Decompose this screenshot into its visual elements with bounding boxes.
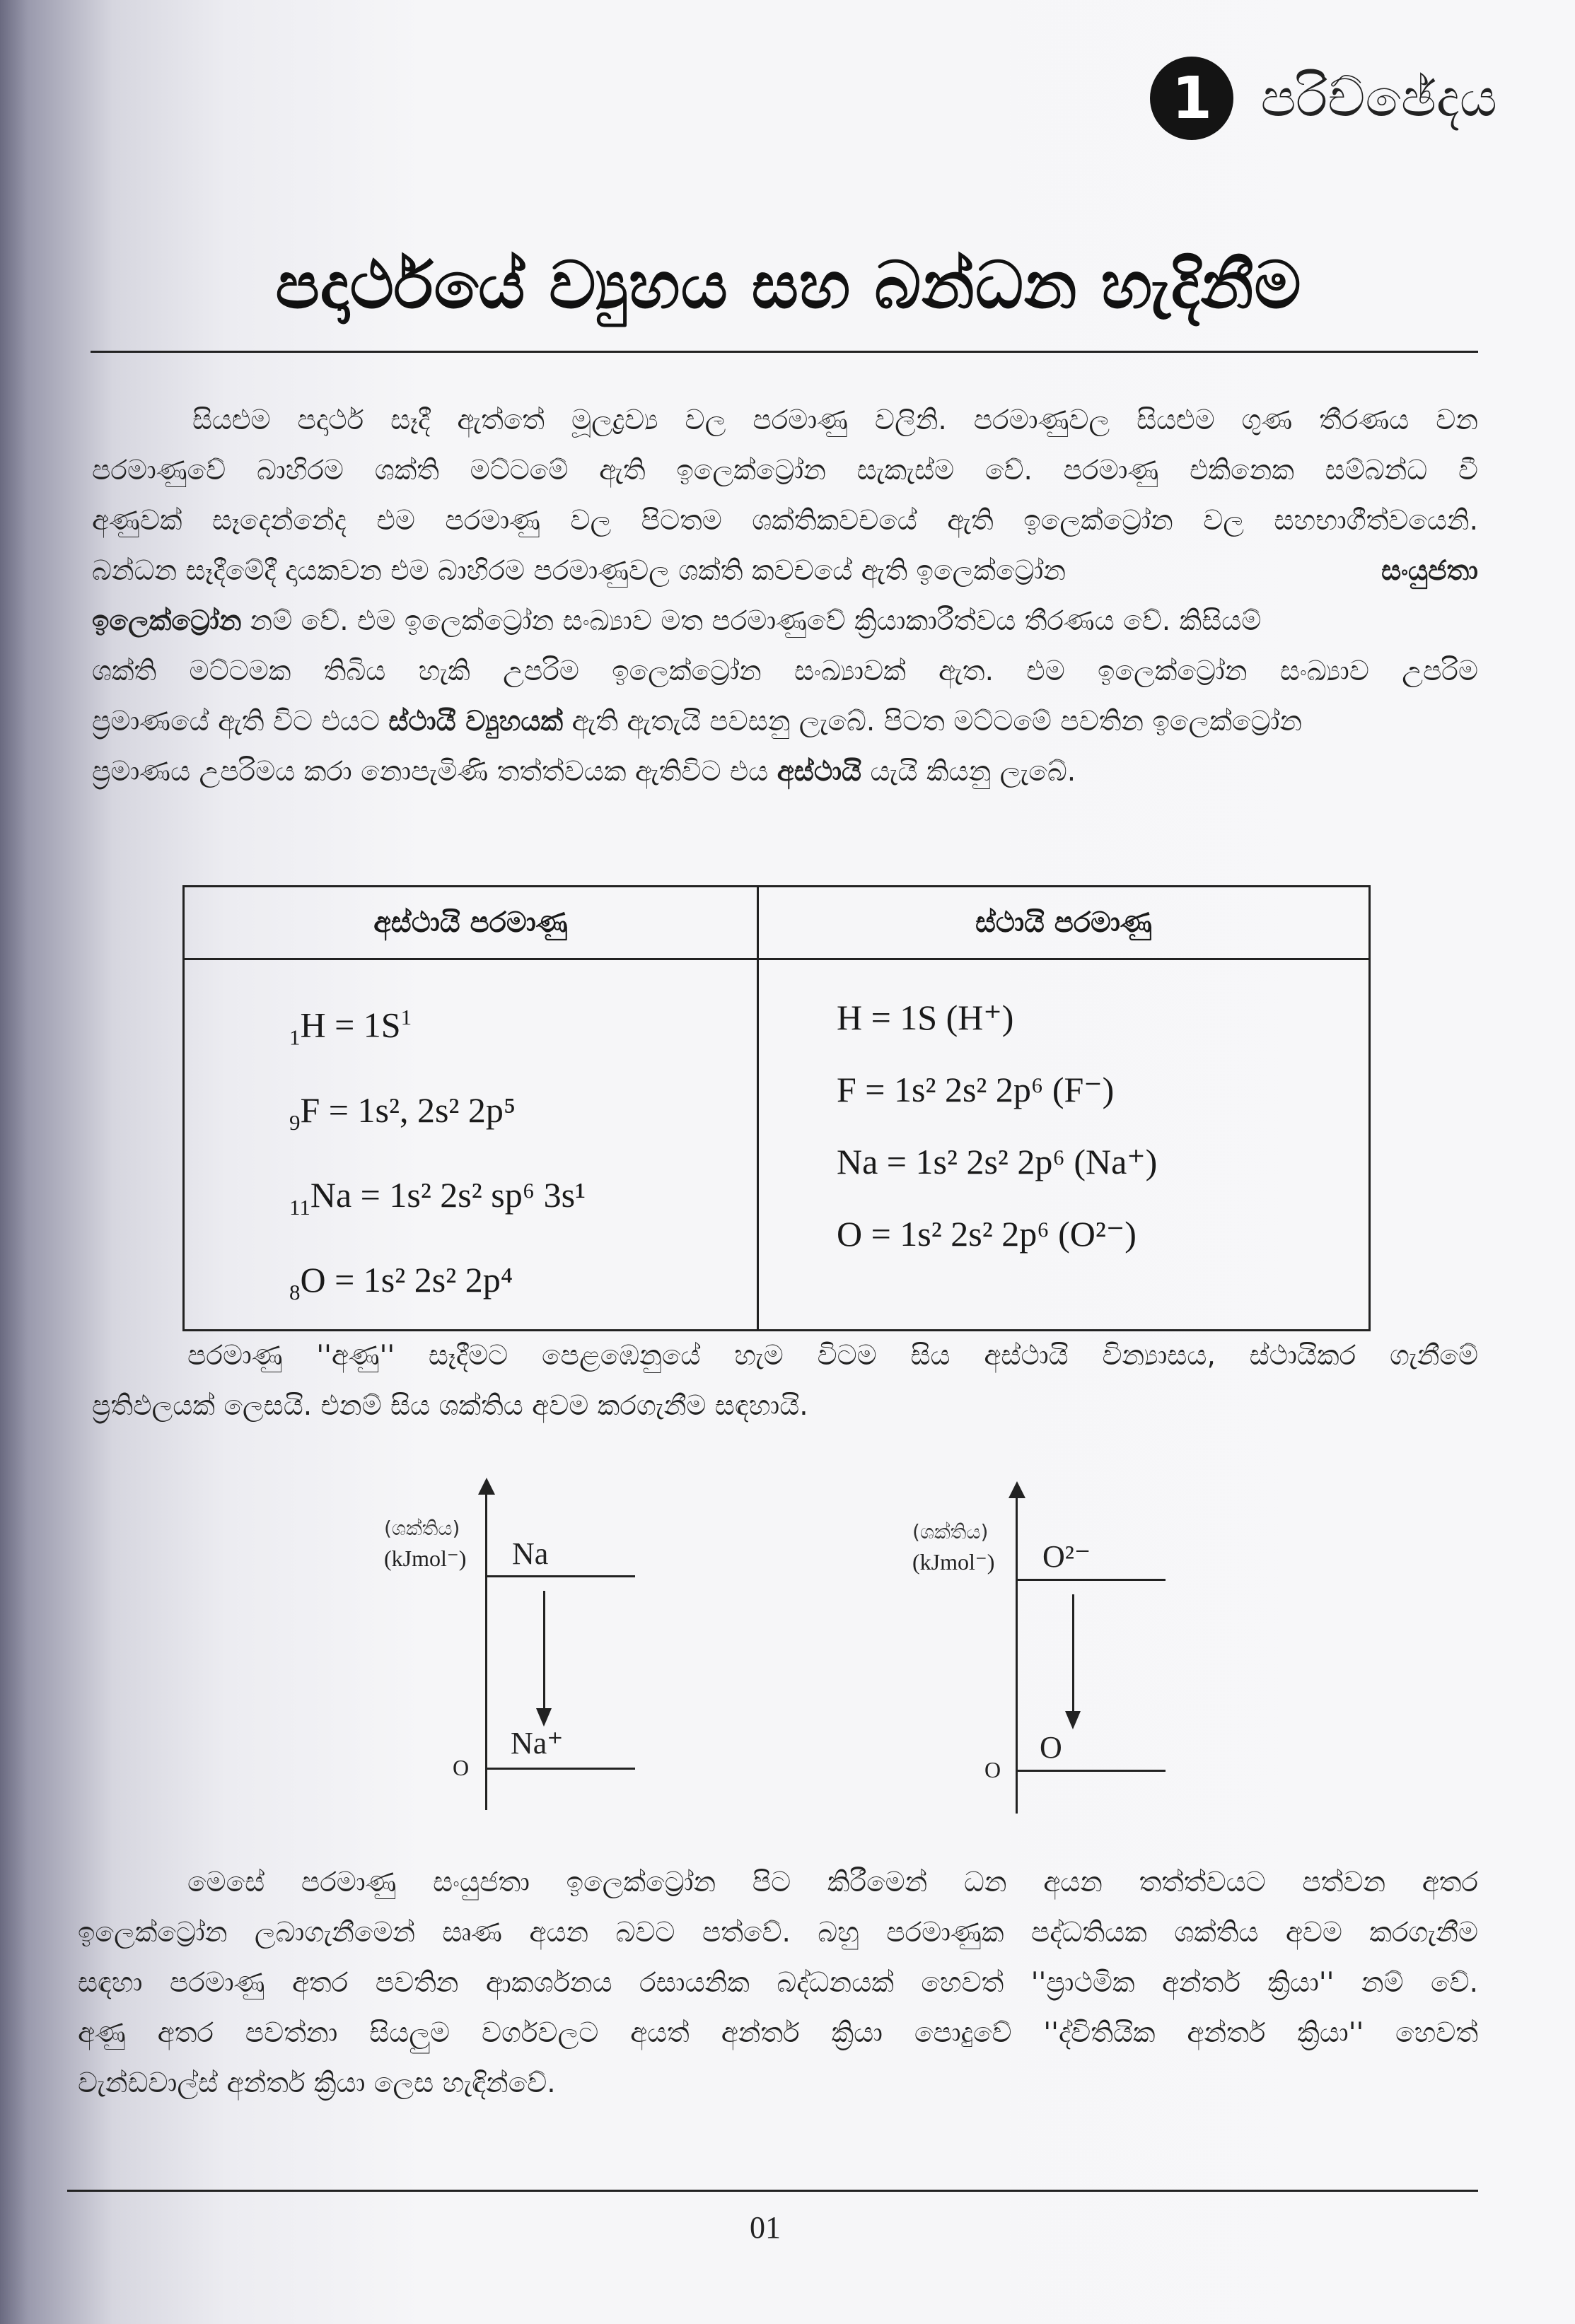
level-label-oxide-ion: O²⁻ [1042, 1539, 1091, 1574]
intro-text: ප්‍රමාණය උපරිමය කරා නොපැමිණි තත්ත්වයක ඇතිවිට එය [92, 756, 769, 788]
intro-line: අණුවක් සෑදෙන්නේද එම පරමාණු වල පිටතම ශක්තිකවචයේ ඇති ඉලෙක්ට්‍රෝන වල සහභාගීත්වයෙනි. [92, 505, 1478, 537]
chapter-number-badge: 1 [1150, 57, 1233, 140]
stable-configs-cell [758, 959, 1370, 1331]
para2-line: පරමාණු ''අණු'' සෑදීමට පෙළඹෙනුයේ හැම විටම සිය අස්ථායි වින්‍යාසය, ස්ථායිකර ගැනීමේ [187, 1340, 1478, 1372]
transition-arrow-shaft [543, 1591, 545, 1711]
intro-line [92, 605, 1478, 637]
origin-label: O [453, 1755, 470, 1780]
header-stable-atoms: ස්ථායි පරමාණු [758, 887, 1370, 959]
stable-hydrogen: H = 1S (H⁺) [837, 998, 1014, 1037]
transition-arrow-head [536, 1708, 552, 1727]
intro-text: බන්ධන සෑදීමේදී දායකවන එම බාහිරම පරමාණුවල ශක්ති කවචයේ ඇති ඉලෙක්ට්‍රෝන [92, 555, 1067, 587]
config-fluorine: $_9$F = 1s², 2s² 2p⁵ [289, 1090, 516, 1135]
intro-text: ප්‍රමාණයේ ඇති විට එයට [92, 706, 380, 737]
stable-fluorine: F = 1s² 2s² 2p⁶ (F⁻) [837, 1070, 1115, 1109]
y-axis-label-unit: (kJmol⁻) [912, 1549, 995, 1575]
level-line-top [1017, 1579, 1166, 1581]
y-axis-label-energy: (ශක්තිය) [912, 1520, 989, 1543]
bold-term-electrons: ඉලෙක්ට්‍රෝන [92, 605, 242, 637]
y-axis-label-energy: (ශක්තිය) [384, 1517, 460, 1540]
intro-line [92, 555, 1478, 587]
level-label-na-ion: Na⁺ [511, 1726, 564, 1760]
transition-arrow-shaft [1072, 1594, 1074, 1713]
para3-line: අණු අතර පවත්නා සියලුම වර්ගවලට අයත් අන්තර් ක්‍රියා පොදුවේ ''ද්විතියික අන්තර් ක්‍රියා'' හෙවත් [78, 2017, 1478, 2049]
bold-term-valence: සංයුජතා [1381, 555, 1478, 587]
intro-text: නම් වේ. එම ඉලෙක්ට්‍රෝන සංඛ්‍යාව මත පරමාණුවේ ක්‍රියාකාරීත්වය තීරණය වේ. කිසියම් [250, 605, 1262, 637]
y-axis-label-unit: (kJmol⁻) [384, 1546, 467, 1571]
para2-line: ප්‍රතිඵලයක් ලෙසයි. එනම් සිය ශක්තිය අවම කරගැනීම සඳහායි. [92, 1390, 808, 1422]
level-line-bottom [1017, 1770, 1166, 1772]
para3-line: වැන්ඩවාල්ස් අන්තර් ක්‍රියා ලෙස හැඳින්වේ. [78, 2067, 556, 2099]
level-line-top [487, 1575, 635, 1577]
config-hydrogen: $_1H = 1S^1$ [289, 1005, 412, 1050]
table-row [184, 959, 1370, 1331]
intro-text: යැයි කියනු ලැබේ. [870, 756, 1076, 788]
origin-label: O [984, 1757, 1001, 1782]
stable-oxygen: O = 1s² 2s² 2p⁶ (O²⁻) [837, 1214, 1137, 1254]
para3-line: ඉලෙක්ට්‍රෝන ලබාගැනීමෙන් සෘණ අයන බවට පත්වේ. බහු පරමාණුක පද්ධතියක ශක්තිය අවම කරගැනීම [78, 1917, 1478, 1949]
page-title: පදාර්ථයේ ව්‍යුහය සහ බන්ධන හැදිනීම [275, 247, 1302, 323]
level-label-na: Na [512, 1536, 549, 1571]
stable-sodium: Na = 1s² 2s² 2p⁶ (Na⁺) [837, 1142, 1158, 1181]
intro-line: ශක්ති මට්ටමක තිබිය හැකි උපරිම ඉලෙක්ට්‍රෝන සංඛ්‍යාවක් ඇත. එම ඉලෙක්ට්‍රෝන සංඛ්‍යාව උපරිම [92, 655, 1478, 687]
header-unstable-atoms: අස්ථායි පරමාණු [184, 887, 758, 959]
intro-line [92, 756, 1478, 788]
para3-line: සඳහා පරමාණු අතර පවතින ආකර්ශනය රසායනික බද්ධනයක් හෙවත් ''ප්‍රාථමික අන්තර් ක්‍රියා'' නම් වේ. [78, 1967, 1478, 1999]
intro-line [92, 706, 1478, 737]
y-axis [485, 1488, 487, 1810]
para3-line: මෙසේ පරමාණු සංයුජතා ඉලෙක්ට්‍රෝන පිට කිරීමෙන් ධන අයන තත්ත්වයට පත්වන අතර [187, 1867, 1478, 1898]
footer-divider [67, 2190, 1478, 2192]
chapter-header [1150, 57, 1497, 140]
title-divider [91, 351, 1478, 353]
bold-term-stable: ස්ථායී ව්‍යුහයක් [388, 706, 564, 737]
transition-arrow-head [1065, 1711, 1081, 1729]
unstable-configs-cell [184, 959, 758, 1331]
bold-term-unstable: අස්ථායි [777, 756, 862, 788]
config-sodium: $_{11}$Na = 1s² 2s² sp⁶ 3s¹ [289, 1174, 586, 1220]
page-number: 01 [750, 2210, 781, 2245]
table-header-row [184, 887, 1370, 959]
intro-line: සියළුම පදාර්ථ සෑදී ඇත්තේ මූලද්‍රව්‍ය වල පරමාණු වලිනි. පරමාණුවල සියළුම ගුණ තීරණය වන [192, 404, 1478, 436]
intro-text: ඇති ඇතැයි පවසනු ලැබේ. පිටත මට්ටමේ පවතින ඉලෙක්ට්‍රෝන [571, 706, 1302, 737]
chapter-label: පරිච්ඡේදය [1260, 67, 1497, 129]
config-oxygen: $_8$O = 1s² 2s² 2p⁴ [289, 1259, 513, 1304]
level-label-o: O [1040, 1730, 1062, 1765]
atom-configuration-table [182, 885, 1371, 1331]
y-axis [1016, 1492, 1018, 1814]
level-line-bottom [487, 1768, 635, 1770]
intro-line: පරමාණුවේ බාහිරම ශක්ති මට්ටමේ ඇති ඉලෙක්ට්‍රෝන සැකැස්ම වේ. පරමාණු එකිනෙක සම්බන්ධ වී [92, 455, 1478, 486]
